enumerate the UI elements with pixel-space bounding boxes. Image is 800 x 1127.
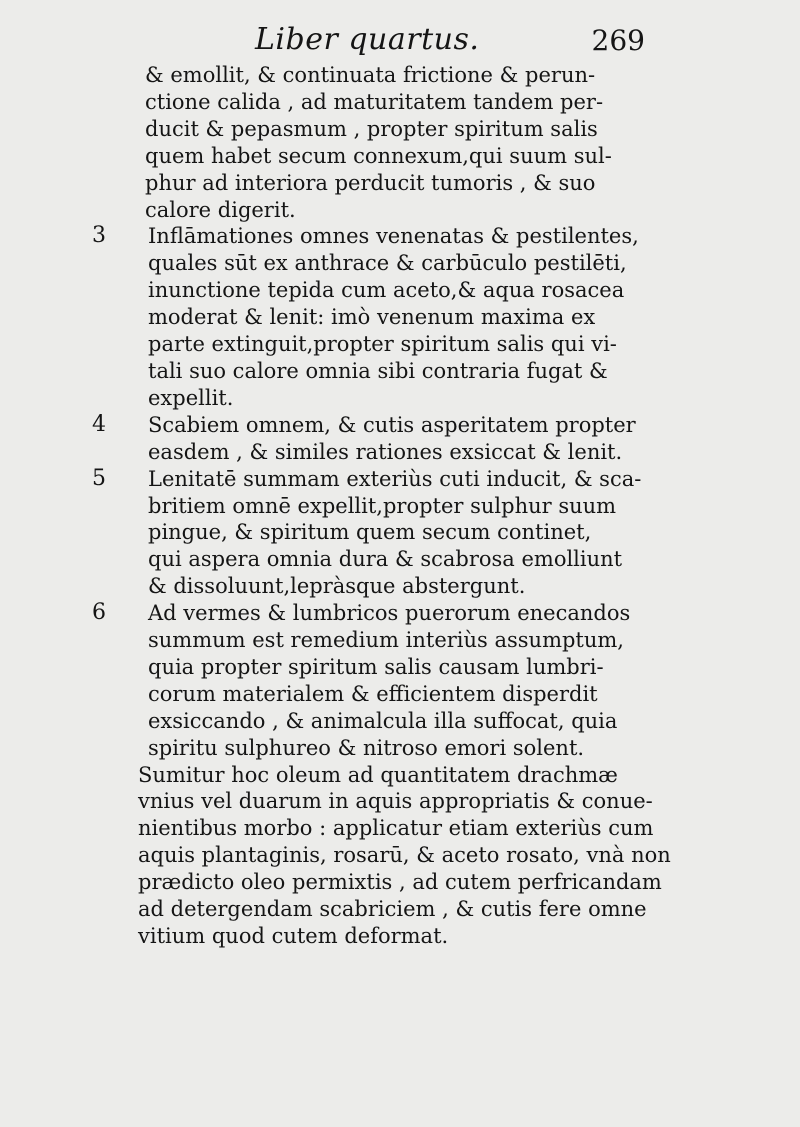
- numbered-item-6: [0, 600, 648, 761]
- text-line: Sumitur hoc oleum ad quantitatem drachmæ: [138, 762, 618, 787]
- text-line: vitium quod cutem deformat.: [138, 924, 449, 948]
- text-line: Inflāmationes omnes venenatas & pestilentes,: [148, 224, 639, 249]
- text-line: quia propter spiritum salis causam lumbri-: [148, 654, 604, 679]
- numbered-item-5: [0, 466, 648, 601]
- running-title: Liber quartus.: [255, 22, 480, 57]
- text-line: Ad vermes & lumbricos puerorum enecandos: [148, 601, 631, 626]
- numbered-item-4: [0, 412, 648, 466]
- body-text: [0, 62, 800, 950]
- text-line: britiem omnē expellit,propter sulphur suum: [148, 493, 617, 518]
- text-line: summum est remedium interiùs assumptum,: [148, 628, 624, 653]
- page-number: 269: [591, 24, 645, 57]
- text-line: qui aspera omnia dura & scabrosa emolliunt: [148, 547, 623, 572]
- text-line: moderat & lenit: imò venenum maxima ex: [148, 305, 596, 330]
- closing-paragraph: [0, 762, 671, 950]
- text-line: vnius vel duarum in aquis appropriatis & conue-: [138, 789, 653, 814]
- item-number: 3: [92, 223, 106, 249]
- item-number: 4: [92, 411, 106, 437]
- numbered-item-3: [0, 223, 648, 411]
- text-line: & emollit, & continuata frictione & perun-: [145, 63, 596, 87]
- text-line: ad detergendam scabriciem , & cutis fere omne: [138, 897, 647, 922]
- item-number: 5: [92, 465, 106, 491]
- text-line: corum materialem & efficientem disperdit: [148, 681, 598, 706]
- item-number: 6: [92, 600, 106, 626]
- text-line: prædicto oleo permixtis , ad cutem perfricandam: [138, 870, 662, 895]
- text-line: parte extinguit,propter spiritum salis qui vi-: [148, 332, 617, 357]
- text-line: ctione calida , ad maturitatem tandem per-: [145, 89, 604, 114]
- page-header: [255, 22, 655, 62]
- text-line: aquis plantaginis, rosarū, & aceto rosato, vnà non: [138, 843, 671, 868]
- text-line: ducit & pepasmum , propter spiritum salis: [145, 116, 598, 141]
- intro-paragraph: [0, 62, 645, 223]
- text-line: pingue, & spiritum quem secum continet,: [148, 520, 592, 545]
- text-line: exsiccando , & animalcula illa suffocat, quia: [148, 708, 618, 733]
- text-line: tali suo calore omnia sibi contraria fugat &: [148, 358, 608, 383]
- text-line: phur ad interiora perducit tumoris , & suo: [145, 170, 596, 195]
- text-line: nientibus morbo : applicatur etiam exteriùs cum: [138, 816, 654, 841]
- text-line: easdem , & similes rationes exsiccat & lenit.: [148, 439, 623, 464]
- text-line: quem habet secum connexum,qui suum sul-: [145, 143, 612, 168]
- text-line: Lenitatē summam exteriùs cuti inducit, & sca-: [148, 466, 642, 491]
- text-line: spiritu sulphureo & nitroso emori solent.: [148, 735, 585, 760]
- text-line: inunctione tepida cum aceto,& aqua rosacea: [148, 278, 625, 303]
- text-line: & dissoluunt,lepràsque abstergunt.: [148, 574, 526, 599]
- text-line: calore digerit.: [145, 197, 296, 222]
- text-line: quales sūt ex anthrace & carbūculo pestilēti,: [148, 251, 627, 276]
- text-line: expellit.: [148, 385, 234, 410]
- text-line: Scabiem omnem, & cutis asperitatem propter: [148, 412, 636, 437]
